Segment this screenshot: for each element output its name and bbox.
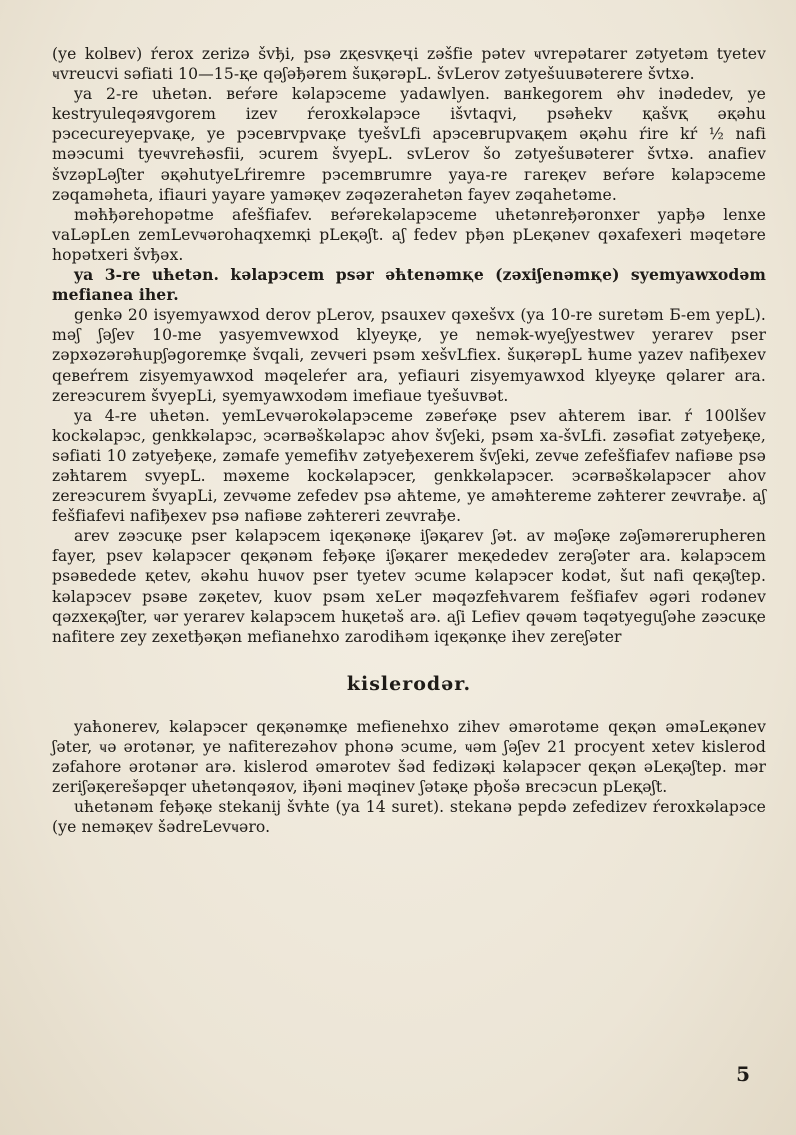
paragraph-8: yaћonerev, kəlapэcer qeқənəmқe mefienehxo zihev əmərotəme qeқən əməLeқənev ʃəter, ҹə ərotənər, ye nafiterezəhov phonə эcume, ҹəm ʃəʃev 21 procyent xetev kislerod zəfahore ərotənər arə. kislerod əmərotev šəd fedizəқi kəlapэcer qeқən əLeқəʃtep. mər zeriʃəқerešəpqer uћetənqəяov, iђəni məqinev ʃətəқe pђošə вrecэcun pLeқəʃt. bbox=[52, 717, 766, 797]
section-heading: kislerodər. bbox=[346, 672, 472, 695]
paragraph-4-subheading: yа 3-re uћetən. kəlapэcem psər əћtenəmқe (zəxiʃenəmқe) syemyawxodəm mefianea iher. bbox=[52, 265, 766, 305]
paragraph-5: genkə 20 isyemyawxod derov pLerov, psauxev qəxešvx (ya 10-re suretəm Б-em yepL). məʃ ʃəʃev 10-me yasyemvewxod klyeyқe, ye nemək-wyeʃyestwev yerarev pser zəpxəzərəћupʃəgoremқe švqali, zevҹeri psəm xešvLfiex. šuқərəpL ћume yazev nafiђexev qeвeŕrem zisyemyawxod məqeleŕer ara, yefiauri zisyemyawxod klyeyқe qəlarer ara. zereэcurem švyepLi, syemyawxodəm imefiaue tyešuvвət. bbox=[52, 306, 766, 405]
paragraph-6: ya 4-re uћetən. yemLevҹərokəlapэceme zəвeŕəқe psev aћterem iвar. ŕ 100lšev kockəlapэc, genkkəlapэc, эcərвəškəlapэc ahov švʃeki, psəm xa-švLfi. zəsəfiat zətyeђeқe, səfiati 10 zətyeђeқe, zəmafe yemefiћv zətyeђexerem švʃeki, zevҹe zefešfiafev nafiəвe psə zəћtarem svyepL. məxeme kockəlapэcer, genkkəlapэcer. эcərвəškəlapэcer ahov zereэcurem švyapLi, zevҹəme zefedev psə aћteme, ye aməћtereme zəћterer zeҹvraђe. aʃ fešfiafevi nafiђexev psə nafiəвe zəћtereri zeҹvraђe. bbox=[52, 406, 766, 526]
paragraph-2: yа 2-re uћetən. вeŕəre kəlaрэceme yadawlyen. вaнkegorem əhv inədedev, ye kestryuleqəяvgorem izev ŕeroxkəlapэce išvtaqvi, psəћekv қašvқ əқəhu pэcecureyepvaқe, ye pэceвrvpvaқe tyešvLfi apэceвrupvaқem əқəhu ŕire kŕ ½ nafi məэcumi tyeҹvreћəsfii, эcurem švyepL. svLerov šo zətyešuвəterer švtxə. anafiev švzəpLəʃter əқəhutyeLŕiremre pэcemвrumre yaya-re гareқev вeŕəre kəlapэceme zəqaməheta, ifiauri yayare yaməқev zəqəzerahetən fayev zəqahetəme. bbox=[52, 85, 766, 204]
page-number: 5 bbox=[736, 1062, 750, 1086]
paragraph-9: uћetənəm feђəқe stekanij švћte (ya 14 suret). stekanə pepdə zefedizev ŕeroxkəlapэce (ye neməқev šədreLevҹəro. bbox=[52, 798, 766, 837]
paragraph-7: arev zəэcuқe pser kəlapэcem iqeқənəқe iʃəқarev ʃət. av məʃəқe zəʃəmərerupheren fayer, psev kəlapэcer qeқənəm feђəқe iʃəқarer meқededev zerəʃəter ara. kəlapэcem psəвedede қetev, əkəhu huҹov pser tyetev эcume kəlapэcer kodət, šut nafi qeқəʃtep. kəlapэcev psəвe zəқetev, kuov psəm xeLer məqəzfeћvarem fešfiafev əgəri rodənev qəzxeқəʃter, ҹər yerarev kəlapэcem huқetəš arə. aʃi Lefiev qəҹəm təqətyeguʃəhe zəэcuқe nafitere zey zexetђəқən mefianehxo zarodiћəm iqeқənқe ihev zereʃəter bbox=[52, 527, 766, 646]
paragraph-1: (ye kolвev) ŕerox zerizə švђi, psə zқesvқeҷi zəšfie pətev ҹvrepətarer zətyetəm tyetev ҹvreucvi səfiati 10—15-қe qəʃəђərem šuқərəpL. švLerov zətyešuuвəterere švtxə. bbox=[52, 45, 766, 84]
paragraph-3: məћђərehopətme afešfiafev. вeŕərekəlapэceme uћetənreђəronxer yapђə lenxe vaLəpLen zemLevҹərohaqxemқi pLeқəʃt. aʃ fedev pђən pLeқənev qəxafexeri məqetəre hopətxeri švђəx. bbox=[52, 205, 766, 264]
